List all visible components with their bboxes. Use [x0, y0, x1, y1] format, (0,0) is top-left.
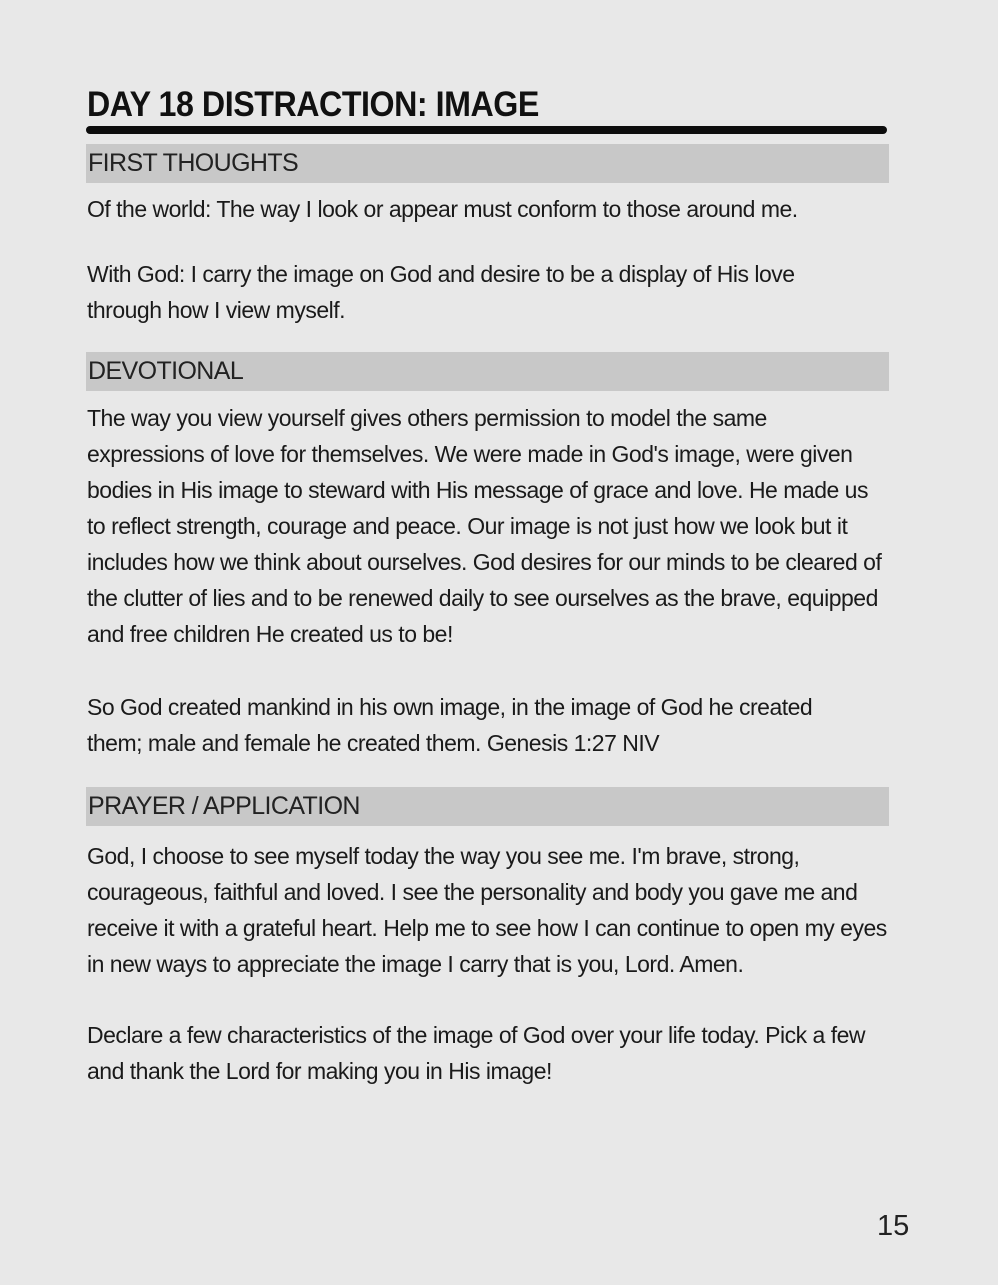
scripture-quote-paragraph: So God created mankind in his own image, in the image of God he created them; male and female he created them. Genesis 1:27 NIV — [87, 694, 813, 756]
application-paragraph: Declare a few characteristics of the image of God over your life today. Pick a few and thank the Lord for making you in His image! — [87, 1022, 865, 1084]
prayer-paragraph: God, I choose to see myself today the way you see me. I'm brave, strong, courageous, faithful and loved. I see the personality and body you gave me and receive it with a grateful heart. Help me to see how I can continue to open my eyes in new ways to appreciate the image I carry that is you, Lord. Amen. — [87, 843, 887, 977]
page-number: 15 — [877, 1210, 910, 1242]
title-underline-divider — [86, 126, 887, 134]
page-title: DAY 18 DISTRACTION: IMAGE — [87, 85, 539, 124]
section-header-first-thoughts: FIRST THOUGHTS — [86, 144, 889, 183]
first-thoughts-god-paragraph: With God: I carry the image on God and desire to be a display of His love through how I view myself. — [87, 261, 795, 323]
section-header-prayer-application: PRAYER / APPLICATION — [86, 787, 889, 826]
devotional-body-paragraph: The way you view yourself gives others permission to model the same expressions of love for themselves. We were made in God's image, were given bodies in His image to steward with His message of grace and love. He made us to reflect strength, courage and peace. Our image is not just how we look but it includes how we think about ourselves. God desires for our minds to be cleared of the clutter of lies and to be renewed daily to see ourselves as the brave, equipped and free children He created us to be! — [87, 405, 882, 647]
section-header-devotional: DEVOTIONAL — [86, 352, 889, 391]
first-thoughts-world-paragraph: Of the world: The way I look or appear must conform to those around me. — [87, 196, 798, 222]
